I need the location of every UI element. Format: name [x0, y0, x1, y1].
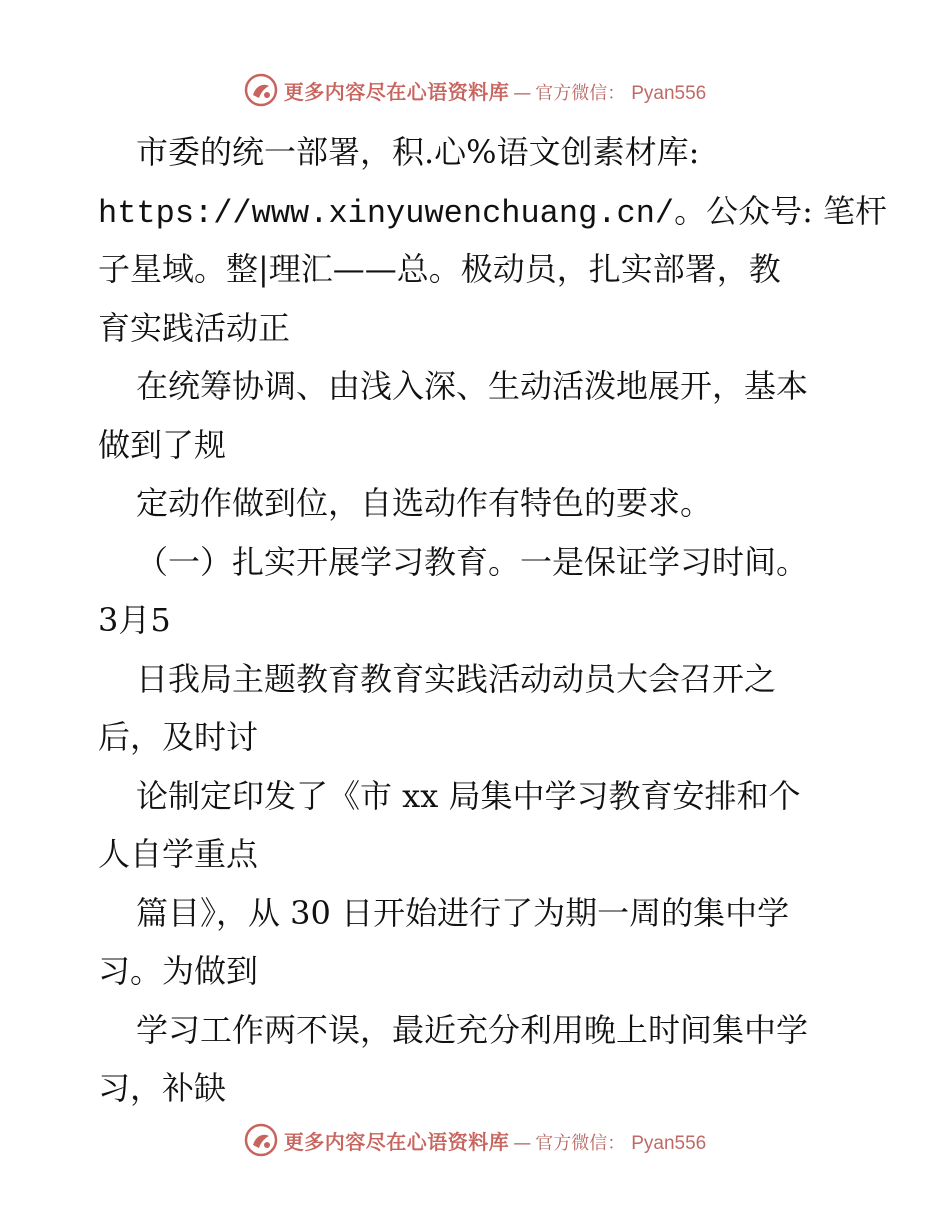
body-line-10: 日我局主题教育教育实践活动动员大会召开之 — [136, 659, 777, 698]
body-line-1: 市委的统一部署，积.心%语文创素材库: — [136, 133, 700, 171]
body-line-14: 篇目》，从 30 日开始进行了为期一周的集中学 — [136, 893, 790, 932]
body-line-3: 子星域。整|理汇——总。极动员，扎实部署，教 — [98, 250, 781, 288]
brand-logo-icon — [244, 73, 278, 107]
body-line-7: 定动作做到位，自选动作有特色的要求。 — [136, 484, 713, 522]
body-line-2-text: 。公众号: 笔杆 — [674, 191, 888, 230]
watermark-title: 更多内容尽在心语资料库 — [283, 79, 510, 104]
document-body — [98, 123, 888, 1118]
body-line-17: 习，补缺 — [98, 1069, 227, 1107]
watermark-dash: — — [513, 82, 532, 104]
footer-watermark — [0, 1122, 950, 1158]
body-line-16: 学习工作两不误，最近充分利用晚上时间集中学 — [136, 1010, 809, 1049]
body-line-8: （一）扎实开展学习教育。一是保证学习时间。 — [136, 542, 809, 581]
body-line-4: 育实践活动正 — [98, 308, 291, 347]
watermark-wechat-id: Pyan556 — [631, 1132, 707, 1154]
watermark-title: 更多内容尽在心语资料库 — [283, 1129, 510, 1154]
body-line-13: 人自学重点 — [98, 835, 259, 873]
body-line-9: 3月5 — [98, 601, 171, 639]
watermark-wechat-label: 官方微信： — [535, 82, 626, 104]
brand-logo-icon — [244, 1123, 278, 1157]
body-line-11: 后，及时讨 — [98, 718, 259, 756]
watermark-wechat-label: 官方微信： — [535, 1132, 626, 1154]
header-watermark — [0, 72, 950, 108]
body-line-12: 论制定印发了《市 xx 局集中学习教育安排和个 — [136, 776, 801, 815]
body-url: https://www.xinyuwenchuang.cn/ — [98, 194, 675, 232]
watermark-dash: — — [513, 1132, 532, 1154]
body-line-5: 在统筹协调、由浅入深、生动活泼地展开，基本 — [136, 367, 809, 405]
watermark-wechat-id: Pyan556 — [631, 82, 707, 104]
body-line-15: 习。为做到 — [98, 952, 259, 990]
body-line-2 — [98, 182, 888, 241]
body-line-6: 做到了规 — [98, 425, 227, 464]
